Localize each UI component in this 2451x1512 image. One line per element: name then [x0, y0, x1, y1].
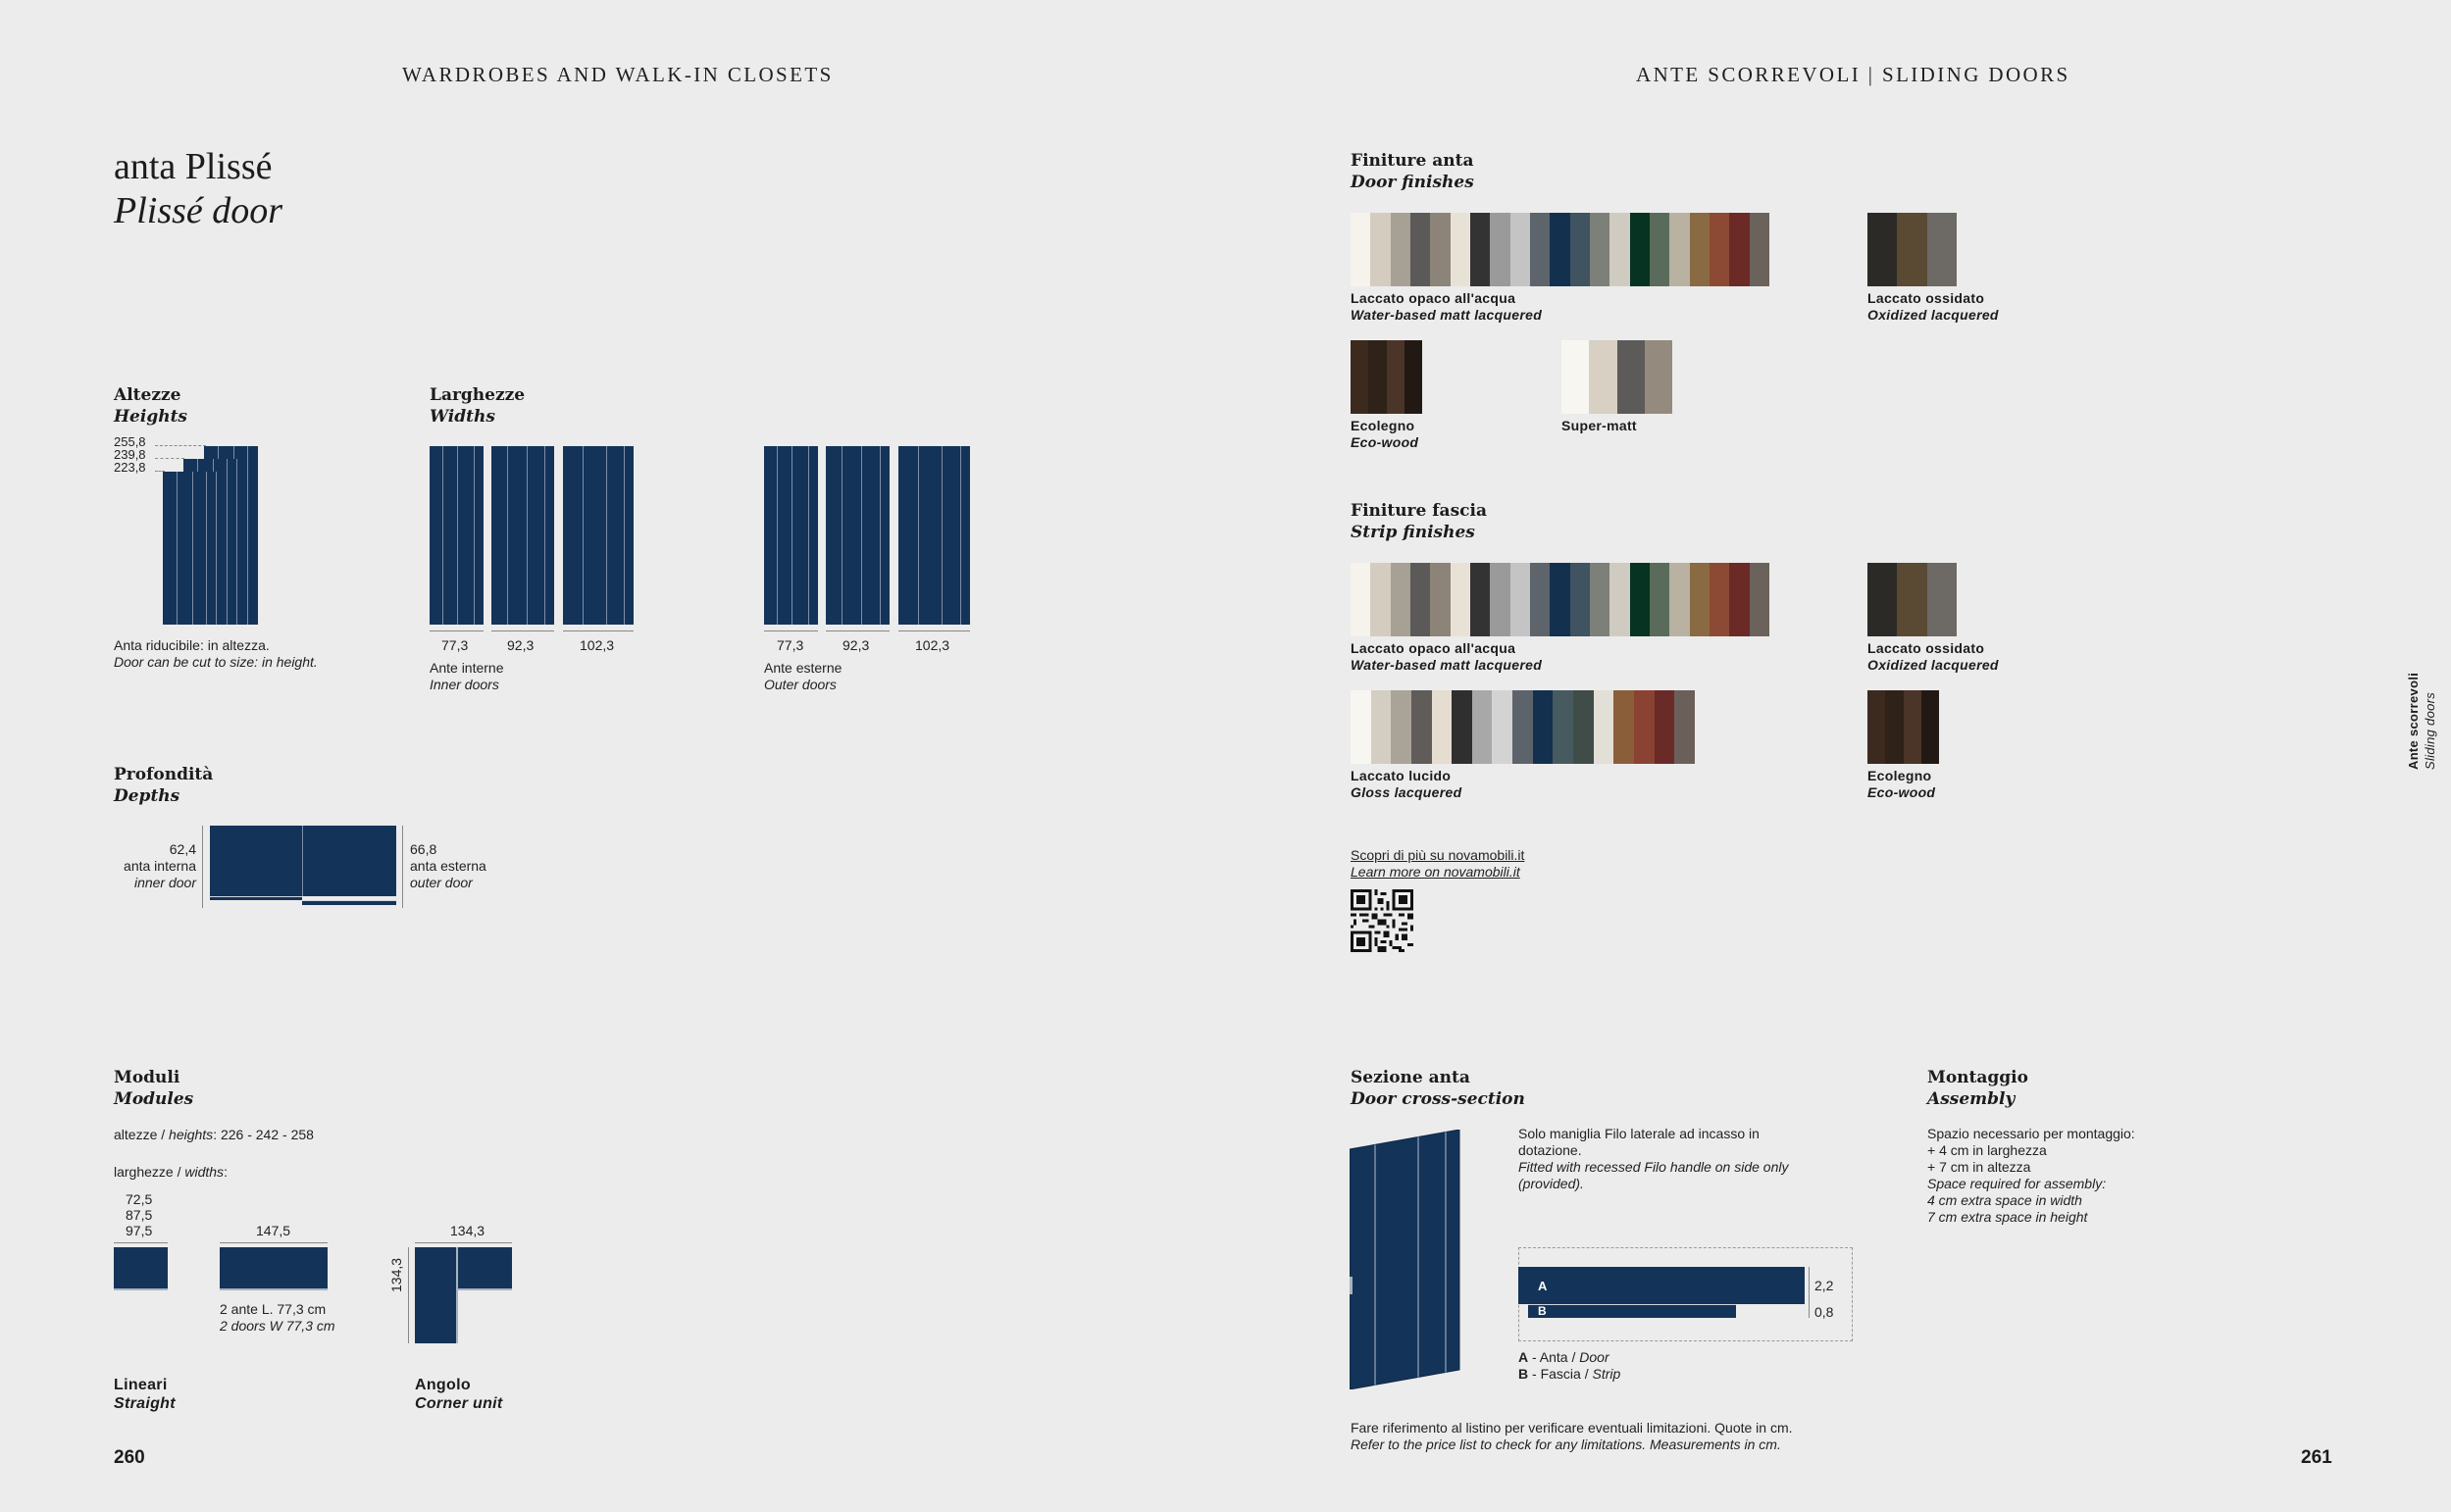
straight-width-1: 72,5 — [126, 1191, 153, 1207]
color-swatch — [1530, 213, 1550, 286]
color-swatch — [1370, 563, 1390, 636]
profile-b-value: 0,8 — [1814, 1304, 1834, 1320]
assembly-heading-en: Assembly — [1927, 1089, 2016, 1109]
strip-finishes-heading-en: Strip finishes — [1351, 523, 1475, 542]
color-swatch — [1351, 340, 1368, 414]
color-swatch — [1470, 563, 1490, 636]
door-matt-swatches — [1351, 213, 1769, 286]
depth-outer-label-en: outer door — [410, 875, 473, 890]
strip-matt-label: Laccato opaco all'acqua — [1351, 640, 1516, 656]
corner-label: Angolo — [415, 1377, 471, 1393]
door-oxid-swatches — [1867, 213, 1957, 286]
modules-heading-en: Modules — [114, 1089, 194, 1109]
inner-door-77 — [430, 446, 484, 625]
section-profile-a — [1518, 1267, 1805, 1304]
door-finishes-heading-en: Door finishes — [1351, 173, 1474, 192]
assembly-heading: Montaggio — [1927, 1068, 2028, 1087]
color-swatch — [1470, 213, 1490, 286]
corner-width: 134,3 — [450, 1223, 485, 1238]
double-note: 2 ante L. 77,3 cm — [220, 1301, 327, 1317]
height-value-2: 239,8 — [114, 447, 146, 462]
strip-gloss-label-en: Gloss lacquered — [1351, 784, 1462, 800]
color-swatch — [1867, 563, 1897, 636]
door-oxid-label-en: Oxidized lacquered — [1867, 307, 1999, 323]
strip-finishes-heading: Finiture fascia — [1351, 501, 1487, 521]
dim-line — [415, 1242, 512, 1243]
depth-inner-value: 62,4 — [169, 841, 196, 857]
color-swatch — [1897, 563, 1926, 636]
depth-inner-label-en: inner door — [133, 875, 196, 890]
profile-a-label: A — [1538, 1279, 1548, 1293]
color-swatch — [1391, 213, 1410, 286]
color-swatch — [1710, 563, 1729, 636]
color-swatch — [1904, 690, 1921, 764]
strip-matt-label-en: Water-based matt lacquered — [1351, 657, 1543, 673]
corner-height: 134,3 — [388, 1257, 404, 1292]
dim-line — [220, 1242, 328, 1243]
straight-label: Lineari — [114, 1377, 168, 1393]
inner-width-1: 77,3 — [441, 637, 469, 653]
color-swatch — [1690, 563, 1710, 636]
strip-matt-swatches — [1351, 563, 1769, 636]
color-swatch — [1867, 690, 1885, 764]
profile-b-label: B — [1538, 1304, 1547, 1318]
color-swatch — [1451, 213, 1470, 286]
door-matt-label: Laccato opaco all'acqua — [1351, 290, 1516, 306]
inner-width-2: 92,3 — [507, 637, 535, 653]
depths-heading-en: Depths — [114, 786, 180, 806]
color-swatch — [1490, 213, 1509, 286]
side-tab-label: Ante scorrevoli — [2406, 672, 2421, 770]
color-swatch — [1512, 690, 1533, 764]
side-tab-label-en: Sliding doors — [2423, 691, 2437, 770]
heights-note-en: Door can be cut to size: in height. — [114, 654, 318, 670]
inner-width-3: 102,3 — [580, 637, 615, 653]
color-swatch — [1655, 690, 1675, 764]
color-swatch — [1674, 690, 1695, 764]
color-swatch — [1750, 213, 1769, 286]
qr-code-icon[interactable] — [1351, 889, 1413, 952]
section-heading-en: Door cross-section — [1351, 1089, 1525, 1109]
color-swatch — [1472, 690, 1493, 764]
height-leader-1 — [155, 445, 206, 446]
outer-door-102 — [898, 446, 970, 625]
door-oxid-label: Laccato ossidato — [1867, 290, 1985, 306]
depth-inner-profile — [210, 896, 302, 900]
door-finishes-heading: Finiture anta — [1351, 151, 1474, 171]
side-tab — [2405, 673, 2438, 770]
color-swatch — [1669, 213, 1689, 286]
color-swatch — [1570, 563, 1590, 636]
learn-more-link-en[interactable]: Learn more on novamobili.it — [1351, 864, 1520, 880]
color-swatch — [1630, 213, 1650, 286]
section-dim-line — [1809, 1267, 1810, 1318]
color-swatch — [1391, 563, 1410, 636]
door-eco-label: Ecolegno — [1351, 418, 1415, 433]
heights-heading: Altezze — [114, 385, 181, 405]
inner-doors-label: Ante interne — [430, 660, 504, 676]
color-swatch — [1410, 213, 1430, 286]
height-leader-2 — [155, 458, 184, 459]
color-swatch — [1510, 213, 1530, 286]
module-corner-side — [415, 1247, 458, 1343]
legend-a: A - Anta / Door — [1518, 1349, 1609, 1365]
depth-plan-door — [210, 826, 396, 896]
modules-widths-line: larghezze / widths: — [114, 1164, 228, 1180]
corner-label-en: Corner unit — [415, 1395, 503, 1412]
depths-heading: Profondità — [114, 765, 214, 784]
depth-dim-line-right — [402, 826, 403, 908]
depth-outer-label: anta esterna — [410, 858, 486, 874]
color-swatch — [1550, 213, 1569, 286]
page-subtitle: Plissé door — [114, 190, 283, 231]
strip-eco-swatches — [1867, 690, 1939, 764]
color-swatch — [1710, 213, 1729, 286]
color-swatch — [1370, 213, 1390, 286]
outer-doors-label: Ante esterne — [764, 660, 843, 676]
depth-dim-line-left — [202, 826, 203, 908]
straight-label-en: Straight — [114, 1395, 176, 1412]
section-note-2: dotazione. — [1518, 1142, 1582, 1158]
color-swatch — [1645, 340, 1672, 414]
outer-width-2: 92,3 — [843, 637, 870, 653]
color-swatch — [1897, 213, 1926, 286]
color-swatch — [1351, 213, 1370, 286]
page-number-right: 261 — [2301, 1447, 2332, 1468]
color-swatch — [1594, 690, 1614, 764]
color-swatch — [1387, 340, 1404, 414]
outer-width-1: 77,3 — [777, 637, 804, 653]
outer-width-3: 102,3 — [915, 637, 950, 653]
color-swatch — [1729, 213, 1749, 286]
color-swatch — [1368, 340, 1386, 414]
door-matt-label-en: Water-based matt lacquered — [1351, 307, 1543, 323]
dim-line — [764, 630, 818, 631]
strip-oxid-swatches — [1867, 563, 1957, 636]
door-supermatt-label: Super-matt — [1561, 418, 1637, 433]
double-width: 147,5 — [256, 1223, 291, 1238]
dim-line — [491, 630, 554, 631]
dim-line — [898, 630, 970, 631]
color-swatch — [1867, 213, 1897, 286]
color-swatch — [1927, 213, 1957, 286]
door-supermatt-swatches — [1561, 340, 1672, 414]
strip-gloss-label: Laccato lucido — [1351, 768, 1452, 783]
heights-heading-en: Heights — [114, 407, 188, 427]
color-swatch — [1490, 563, 1509, 636]
color-swatch — [1617, 340, 1645, 414]
color-swatch — [1451, 563, 1470, 636]
door-height-short — [163, 472, 217, 625]
door-eco-label-en: Eco-wood — [1351, 434, 1419, 450]
straight-width-3: 97,5 — [126, 1223, 153, 1238]
assembly-line-2: + 4 cm in larghezza — [1927, 1142, 2047, 1158]
color-swatch — [1430, 213, 1450, 286]
right-running-header: ANTE SCORREVOLI | SLIDING DOORS — [1636, 63, 2070, 86]
dim-line — [114, 1242, 168, 1243]
page-number-left: 260 — [114, 1447, 145, 1468]
color-swatch — [1530, 563, 1550, 636]
color-swatch — [1885, 690, 1903, 764]
assembly-line-6: 7 cm extra space in height — [1927, 1209, 2088, 1225]
depth-outer-value: 66,8 — [410, 841, 437, 857]
inner-doors-label-en: Inner doors — [430, 677, 499, 692]
assembly-line-1: Spazio necessario per montaggio: — [1927, 1126, 2135, 1141]
strip-eco-label-en: Eco-wood — [1867, 784, 1936, 800]
height-value-1: 255,8 — [114, 434, 146, 449]
color-swatch — [1613, 690, 1634, 764]
section-note-en-1: Fitted with recessed Filo handle on side only — [1518, 1159, 1789, 1175]
color-swatch — [1351, 690, 1371, 764]
color-swatch — [1550, 563, 1569, 636]
color-swatch — [1410, 563, 1430, 636]
inner-door-92 — [491, 446, 554, 625]
color-swatch — [1630, 563, 1650, 636]
color-swatch — [1589, 340, 1616, 414]
color-swatch — [1750, 563, 1769, 636]
color-swatch — [1634, 690, 1655, 764]
section-note-en-2: (provided). — [1518, 1176, 1584, 1191]
color-swatch — [1510, 563, 1530, 636]
depth-inner-label: anta interna — [124, 858, 196, 874]
double-note-en: 2 doors W 77,3 cm — [220, 1318, 335, 1334]
section-note-1: Solo maniglia Filo laterale ad incasso in — [1518, 1126, 1760, 1141]
color-swatch — [1729, 563, 1749, 636]
color-swatch — [1573, 690, 1594, 764]
inner-door-102 — [563, 446, 634, 625]
widths-heading: Larghezze — [430, 385, 526, 405]
color-swatch — [1690, 213, 1710, 286]
outer-doors-label-en: Outer doors — [764, 677, 837, 692]
color-swatch — [1669, 563, 1689, 636]
module-double-plan — [220, 1247, 328, 1290]
heights-note: Anta riducibile: in altezza. — [114, 637, 270, 653]
profile-a-value: 2,2 — [1814, 1278, 1834, 1293]
color-swatch — [1650, 213, 1669, 286]
color-swatch — [1927, 563, 1957, 636]
color-swatch — [1650, 563, 1669, 636]
color-swatch — [1492, 690, 1512, 764]
color-swatch — [1561, 340, 1589, 414]
assembly-line-3: + 7 cm in altezza — [1927, 1159, 2031, 1175]
color-swatch — [1430, 563, 1450, 636]
door-eco-swatches — [1351, 340, 1422, 414]
color-swatch — [1921, 690, 1939, 764]
depth-outer-profile — [302, 900, 396, 905]
strip-oxid-label: Laccato ossidato — [1867, 640, 1985, 656]
section-profile-b — [1528, 1304, 1736, 1318]
color-swatch — [1432, 690, 1453, 764]
color-swatch — [1351, 563, 1370, 636]
color-swatch — [1590, 563, 1609, 636]
dim-line — [826, 630, 890, 631]
learn-more-link[interactable]: Scopri di più su novamobili.it — [1351, 847, 1525, 863]
footer-note: Fare riferimento al listino per verificare eventuali limitazioni. Quote in cm. — [1351, 1420, 1793, 1436]
color-swatch — [1609, 563, 1629, 636]
color-swatch — [1609, 213, 1629, 286]
footer-note-en: Refer to the price list to check for any limitations. Measurements in cm. — [1351, 1436, 1781, 1452]
strip-oxid-label-en: Oxidized lacquered — [1867, 657, 1999, 673]
strip-gloss-swatches — [1351, 690, 1695, 764]
dim-line — [563, 630, 634, 631]
page-title: anta Plissé — [114, 146, 273, 187]
modules-heights-line: altezze / heights: 226 - 242 - 258 — [114, 1127, 314, 1142]
color-swatch — [1590, 213, 1609, 286]
straight-width-2: 87,5 — [126, 1207, 153, 1223]
module-straight-plan — [114, 1247, 168, 1290]
color-swatch — [1570, 213, 1590, 286]
color-swatch — [1411, 690, 1432, 764]
outer-door-92 — [826, 446, 890, 625]
corner-dim-vertical — [408, 1247, 409, 1343]
modules-heading: Moduli — [114, 1068, 180, 1087]
color-swatch — [1371, 690, 1392, 764]
height-value-3: 223,8 — [114, 460, 146, 475]
color-swatch — [1391, 690, 1411, 764]
assembly-line-4: Space required for assembly: — [1927, 1176, 2107, 1191]
color-swatch — [1452, 690, 1472, 764]
left-running-header: WARDROBES AND WALK-IN CLOSETS — [402, 63, 834, 86]
outer-door-77 — [764, 446, 818, 625]
strip-eco-label: Ecolegno — [1867, 768, 1932, 783]
legend-b: B - Fascia / Strip — [1518, 1366, 1621, 1382]
color-swatch — [1533, 690, 1554, 764]
color-swatch — [1404, 340, 1422, 414]
dim-line — [430, 630, 484, 631]
door-perspective-drawing — [1350, 1130, 1462, 1389]
color-swatch — [1553, 690, 1573, 764]
widths-heading-en: Widths — [430, 407, 495, 427]
section-heading: Sezione anta — [1351, 1068, 1470, 1087]
assembly-line-5: 4 cm extra space in width — [1927, 1192, 2082, 1208]
